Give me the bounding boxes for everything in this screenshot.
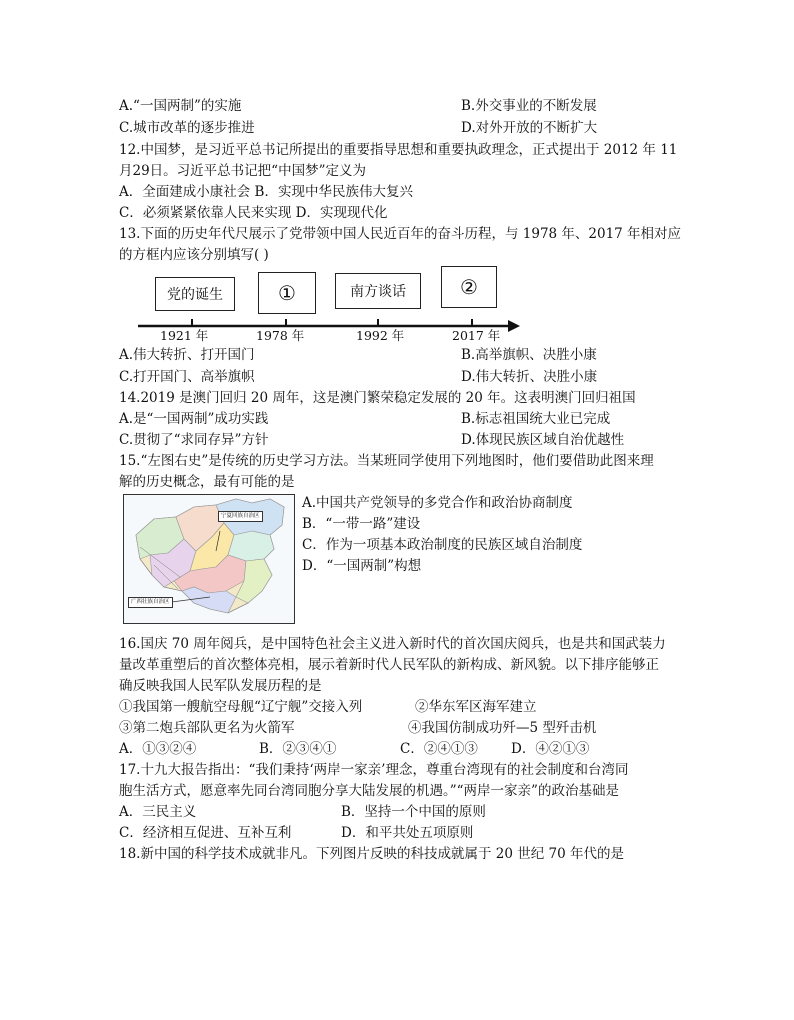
q16-option-a: A．①③②④ — [119, 741, 197, 757]
timeline-box-blank-2: ② — [441, 266, 497, 308]
q11-option-a: A.“一国两制”的实施 — [119, 98, 242, 114]
q15-stem-line2: 解的历史概念，最有可能的是 — [119, 474, 295, 490]
q14-options-row2 — [119, 430, 625, 450]
q17-options-row2 — [119, 823, 474, 843]
q11-option-c: C.城市改革的逐步推进 — [119, 120, 255, 136]
q12-stem-line1: 12.中国梦，是习近平总书记所提出的重要指导思想和重要执政理念，正式提出于 2012 年 11 — [119, 142, 678, 158]
q13-options-row2 — [119, 367, 598, 387]
map-label-guangxi-text: 广西壮族自治区 — [131, 599, 170, 605]
q14-options-row1 — [119, 409, 611, 429]
q16-option-b: B．②③④① — [259, 741, 337, 757]
q15-option-c: C．作为一项基本政治制度的民族区域自治制度 — [302, 537, 583, 553]
q18-stem-line1: 18.新中国的科学技术成就非凡。下列图片反映的科技成就属于 20 世纪 70 年代的是 — [119, 846, 624, 862]
map-label-ningxia-text: 宁夏回族自治区 — [221, 513, 260, 519]
q13-stem-line1: 13.下面的历史年代尺展示了党带领中国人民近百年的奋斗历程，与 1978 年、2017 年相对应 — [119, 226, 682, 242]
q15-stem-line1: 15.“左图右史”是传统的历史学习方法。当某班同学使用下列地图时，他们要借助此图来理 — [119, 453, 654, 469]
q16-items-row1 — [119, 697, 537, 717]
q15-option-d: D．“一国两制”构想 — [302, 558, 422, 574]
q16-stem-line3: 确反映我国人民军队发展历程的是 — [119, 678, 322, 694]
q13-option-a: A.伟大转折、打开国门 — [119, 347, 255, 363]
q17-option-c: C．经济相互促进、互补互利 — [119, 825, 292, 841]
q16-item-3: ③第二炮兵部队更名为火箭军 — [119, 720, 295, 736]
timeline-box-blank-1: ① — [258, 272, 316, 314]
q14-option-c: C.贯彻了“求同存异”方针 — [119, 432, 269, 448]
q13-option-b: B.高举旗帜、决胜小康 — [461, 347, 597, 363]
q15-option-b: B．“一带一路”建设 — [302, 516, 421, 532]
q17-option-d: D．和平共处五项原则 — [341, 825, 474, 841]
timeline-box-party-birth: 党的诞生 — [155, 277, 235, 311]
timeline-year-1921: 1921 年 — [160, 328, 209, 343]
q13-options-row1 — [119, 345, 597, 365]
q11-option-d: D.对外开放的不断扩大 — [461, 120, 598, 136]
q17-options-row1 — [119, 802, 486, 822]
timeline-year-2017: 2017 年 — [452, 328, 501, 343]
q14-option-d: D.体现民族区域自治优越性 — [461, 432, 625, 448]
timeline-box-southern-tour: 南方谈话 — [335, 273, 421, 309]
q12-options-row1: A．全面建成小康社会 B．实现中华民族伟大复兴 — [119, 184, 413, 200]
china-map-image — [123, 494, 295, 624]
q16-items-row2 — [119, 718, 597, 738]
q17-stem-line2: 胞生活方式，愿意率先同台湾同胞分享大陆发展的机遇。”“两岸一家亲”的政治基础是 — [119, 783, 619, 799]
q14-option-b: B.标志祖国统大业已完成 — [461, 411, 611, 427]
q11-options-row1 — [119, 96, 597, 116]
q13-option-d: D.伟大转折、决胜小康 — [461, 369, 598, 385]
q16-options-row — [119, 739, 590, 759]
q11-option-b: B.外交事业的不断发展 — [461, 98, 597, 114]
q16-stem-line2: 量改革重塑后的首次整体亮相，展示着新时代人民军队的新构成、新风貌。以下排序能够正 — [119, 657, 659, 673]
q17-option-a: A．三民主义 — [119, 804, 197, 820]
map-label-ningxia — [218, 511, 263, 522]
q16-option-c: C．②④①③ — [400, 741, 478, 757]
q16-stem-line1: 16.国庆 70 周年阅兵，是中国特色社会主义进入新时代的首次国庆阅兵，也是共和国武装力 — [119, 636, 666, 652]
q17-stem-line1: 17.十九大报告指出：“我们秉持‘两岸一家亲’理念，尊重台湾现有的社会制度和台湾同 — [119, 762, 629, 778]
timeline-year-1992: 1992 年 — [356, 328, 405, 343]
q13-option-c: C.打开国门、高举旗帜 — [119, 369, 255, 385]
q16-item-1: ①我国第一艘航空母舰“辽宁舰”交接入列 — [119, 699, 363, 715]
q15-option-a: A.中国共产党领导的多党合作和政治协商制度 — [302, 495, 573, 511]
map-label-guangxi — [128, 597, 173, 608]
q12-options-row2: C．必须紧紧依靠人民来实现 D．实现现代化 — [119, 205, 388, 221]
q11-options-row2 — [119, 118, 598, 138]
q16-item-4: ④我国仿制成功歼—5 型歼击机 — [408, 720, 597, 736]
q13-stem-line2: 的方框内应该分别填写( ) — [119, 247, 269, 263]
q17-option-b: B．坚持一个中国的原则 — [341, 804, 486, 820]
timeline-year-1978: 1978 年 — [256, 328, 305, 343]
q14-stem-line1: 14.2019 是澳门回归 20 周年，这是澳门繁荣稳定发展的 20 年。这表明澳门回归祖国 — [119, 390, 636, 406]
q12-stem-line2: 月29日。习近平总书记把“中国梦”定义为 — [119, 163, 366, 179]
q14-option-a: A.是“一国两制”成功实践 — [119, 411, 269, 427]
q16-item-2: ②华东军区海军建立 — [415, 699, 537, 715]
q16-option-d: D．④②①③ — [511, 741, 590, 757]
